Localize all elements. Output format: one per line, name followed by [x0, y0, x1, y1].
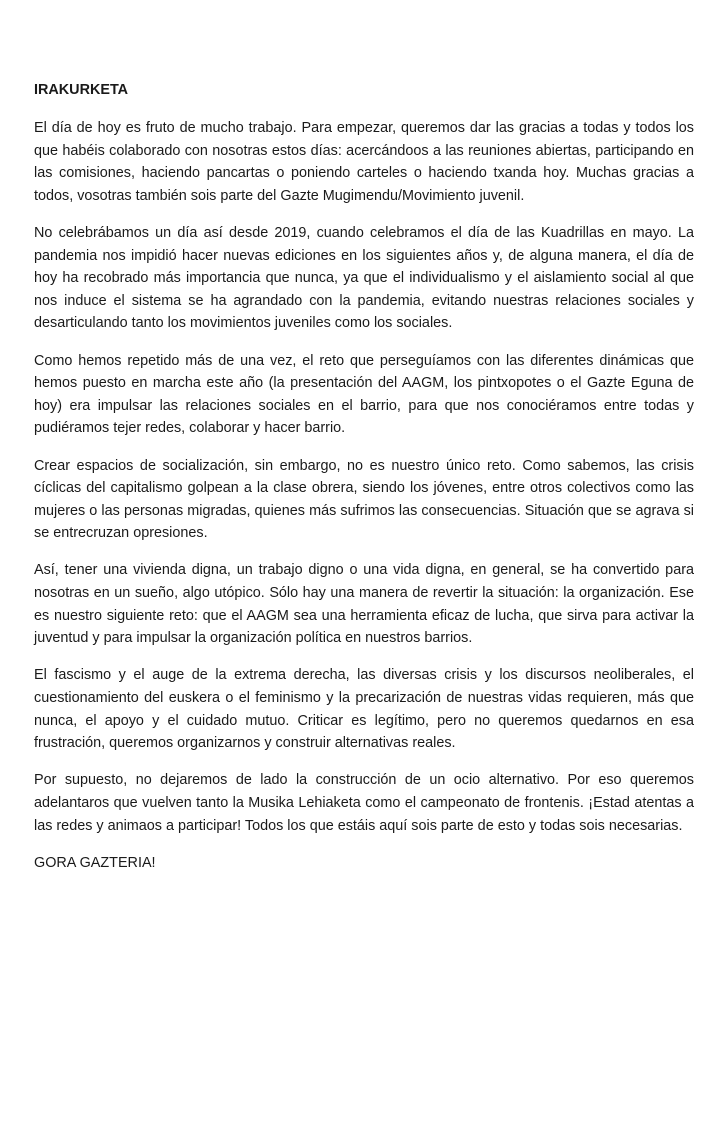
paragraph-3: Como hemos repetido más de una vez, el reto que perseguíamos con las diferentes dinámicas que hemos puesto en marcha este año (la presentación del AAGM, los pintxopotes o el Gazte Eguna de hoy) era impulsar las relaciones sociales en el barrio, para que nos conociéramos entre todas y pudiéramos tejer redes, colaborar y hacer barrio. — [34, 352, 694, 437]
closing-slogan: GORA GAZTERIA! — [34, 854, 156, 871]
paragraph-7: Por supuesto, no dejaremos de lado la construcción de un ocio alternativo. Por eso queremos adelantaros que vuelven tanto la Musika Lehiaketa como el campeonato de frontenis. ¡Estad atentas a las redes y animaos a participar! Todos los que estáis aquí sois parte de esto y todas sois necesarias. — [34, 772, 694, 834]
paragraph-6: El fascismo y el auge de la extrema derecha, las diversas crisis y los discursos neoliberales, el cuestionamiento del euskera o el feminismo y la precarización de nuestras vidas requieren, más que nunca, el apoyo y el cuidado mutuo. Criticar es legítimo, pero no queremos quedarnos en esa frustración, queremos organizarnos y construir alternativas reales. — [34, 667, 694, 752]
paragraph-1: El día de hoy es fruto de mucho trabajo. Para empezar, queremos dar las gracias a todas y todos los que habéis colaborado con nosotras estos días: acercándoos a las reuniones abiertas, participando en las comisiones, haciendo pancartas o poniendo carteles o haciendo txanda hoy. Muchas gracias a todos, vosotras también sois parte del Gazte Mugimendu/Movimiento juvenil. — [34, 120, 694, 204]
document-page — [34, 79, 694, 874]
paragraph-5: Así, tener una vivienda digna, un trabajo digno o una vida digna, en general, se ha convertido para nosotras en un sueño, algo utópico. Sólo hay una manera de revertir la situación: la organización. Ese es nuestro siguiente reto: que el AAGM sea una herramienta eficaz de lucha, que sirva para activar la juventud y para impulsar la organización política en nuestros barrios. — [34, 562, 694, 647]
paragraph-4: Crear espacios de socialización, sin embargo, no es nuestro único reto. Como sabemos, las crisis cíclicas del capitalismo golpean a la clase obrera, siendo los jóvenes, entre otros colectivos como las mujeres o las personas migradas, quienes más sufrimos las consecuencias. Situación que se agrava si se entrecruzan opresiones. — [34, 457, 694, 542]
paragraph-2: No celebrábamos un día así desde 2019, cuando celebramos el día de las Kuadrillas en mayo. La pandemia nos impidió hacer nuevas ediciones en los siguientes años y, de alguna manera, el día de hoy ha recobrado más importancia que nunca, ya que el individualismo y el aislamiento social al que nos induce el sistema se ha agrandado con la pandemia, evitando nuestras relaciones sociales y desarticulando tanto los movimientos juveniles como los sociales. — [34, 224, 694, 332]
document-title: IRAKURKETA — [34, 82, 129, 98]
